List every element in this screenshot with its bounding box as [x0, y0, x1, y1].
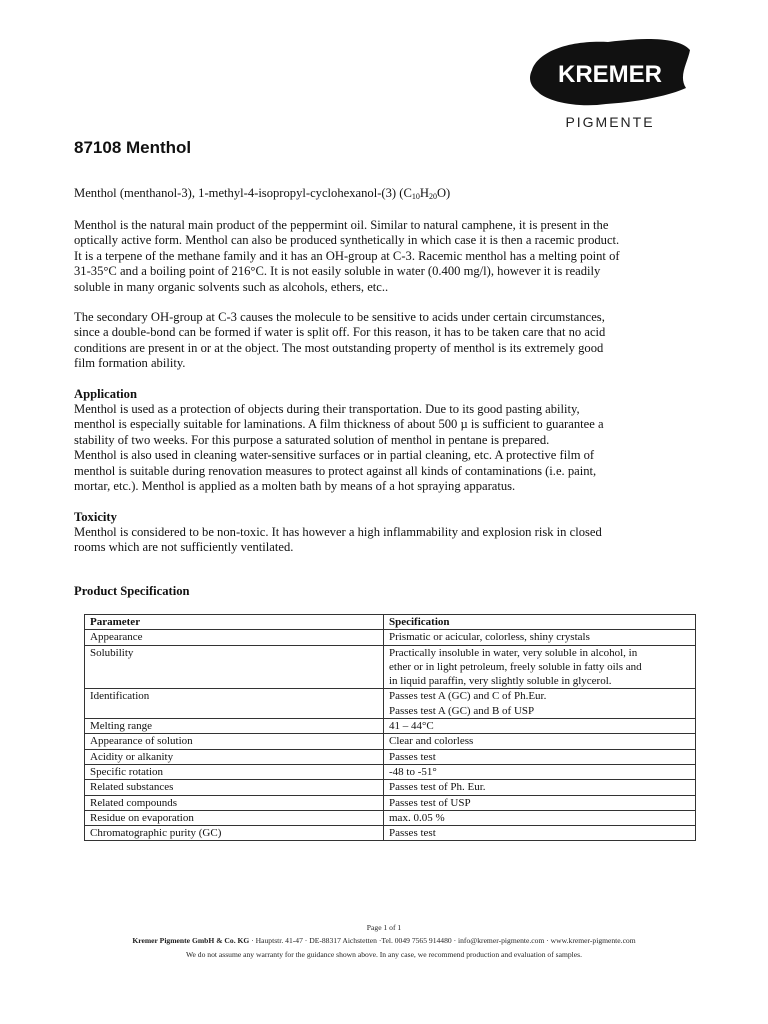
table-row	[85, 810, 696, 825]
text-line: conditions are present in or at the object. The most outstanding property of menthol is its extremely good	[74, 340, 604, 355]
text-line: since a double-bond can be formed if water is split off. For this reason, it has to be taken care that no acid	[74, 325, 606, 340]
table-row	[85, 826, 696, 841]
spec-cell	[384, 826, 696, 841]
text-line: The secondary OH-group at C-3 causes the molecule to be sensitive to acids under certain circumstances,	[74, 310, 605, 324]
param-cell: Melting range	[85, 719, 384, 734]
text-line: rooms which are not sufficiently ventilated.	[74, 540, 294, 555]
toxicity-paragraph	[74, 525, 698, 556]
kremer-logo	[528, 32, 692, 134]
spec-line: Passes test of USP	[389, 796, 471, 809]
footer-company: Kremer Pigmente GmbH & Co. KG	[132, 936, 250, 945]
table-row	[85, 764, 696, 779]
table-row	[85, 749, 696, 764]
param-cell: Related substances	[85, 780, 384, 795]
application-heading: Application	[74, 387, 137, 401]
footer-contact: · Hauptstr. 41-47 · DE-88317 Aichstetten ·Tel. 0049 7565 914480 · info@kremer-pigmente.com · www.kremer-pigmente.com	[249, 936, 636, 945]
table-row	[85, 630, 696, 645]
spec-line: Passes test of Ph. Eur.	[389, 781, 486, 794]
text-line: menthol is especially suitable for laminations. A film thickness of about 500 µ is sufficient to guarantee a	[74, 417, 604, 432]
spec-line: Passes test A (GC) and B of USP	[389, 704, 535, 717]
table-row	[85, 780, 696, 795]
text-line: soluble in many organic solvents such as alcohols, ethers, etc..	[74, 279, 389, 294]
spec-line: Clear and colorless	[389, 735, 474, 748]
param-cell: Appearance	[85, 630, 384, 645]
param-cell: Related compounds	[85, 795, 384, 810]
spec-cell	[384, 645, 696, 689]
text-line: stability of two weeks. For this purpose a saturated solution of menthol in pentane is prepared.	[74, 432, 550, 447]
spec-cell	[384, 795, 696, 810]
synonyms-line: Menthol (menthanol-3), 1-methyl-4-isopropyl-cyclohexanol-(3) $(C_{10}H_{20}O)$	[74, 186, 451, 201]
text-line: mortar, etc.). Menthol is applied as a molten bath by means of a hot spraying apparatus.	[74, 479, 516, 494]
param-cell: Chromatographic purity (GC)	[85, 826, 384, 841]
page-number: Page 1 of 1	[366, 923, 402, 932]
spec-cell	[384, 630, 696, 645]
spec-cell	[384, 734, 696, 749]
text-line: 31-35°C and a boiling point of 216°C. It is not easily soluble in water (0.400 mg/l), however it is readily	[74, 264, 601, 279]
table-row	[85, 689, 696, 719]
application-paragraph	[74, 402, 698, 494]
footer-disclaimer: We do not assume any warranty for the guidance shown above. In any case, we recommend production and evaluation of samples.	[185, 950, 583, 959]
table-header-row	[85, 615, 696, 630]
param-cell: Solubility	[85, 645, 384, 689]
table-row	[85, 734, 696, 749]
param-cell: Appearance of solution	[85, 734, 384, 749]
spec-line: Passes test A (GC) and C of Ph.Eur.	[389, 690, 547, 703]
text-line: optically active form. Menthol can also be produced synthetically in which case it is then a racemic product.	[74, 233, 620, 248]
text-line: menthol is suitable during renovation measures to protect against all kinds of contaminations (i.e. paint,	[74, 463, 597, 478]
footer-address	[0, 936, 768, 946]
text-line: Menthol is the natural main product of the peppermint oil. Similar to natural camphene, it is present in the	[74, 218, 609, 232]
spec-cell	[384, 719, 696, 734]
text-line: Menthol is used as a protection of objects during their transportation. Due to its good pasting ability,	[74, 402, 580, 416]
spec-cell	[384, 764, 696, 779]
text-line: film formation ability.	[74, 356, 186, 371]
spec-line: max. 0.05 %	[389, 811, 445, 824]
spec-cell	[384, 689, 696, 719]
spec-line: Passes test	[389, 750, 436, 763]
spec-line: Practically insoluble in water, very soluble in alcohol, in	[389, 646, 638, 659]
table-row	[85, 719, 696, 734]
text-line: It is a terpene of the methane family and it has an OH-group at C-3. Racemic menthol has a melting point of	[74, 248, 620, 263]
param-cell: Acidity or alkanity	[85, 749, 384, 764]
param-cell: Specific rotation	[85, 764, 384, 779]
param-cell: Residue on evaporation	[85, 810, 384, 825]
spec-heading: Product Specification	[74, 584, 190, 598]
spec-line: -48 to -51°	[389, 765, 437, 778]
spec-line: Passes test	[389, 827, 436, 840]
chemistry-paragraph	[74, 310, 698, 372]
spec-line: 41 – 44°C	[389, 720, 434, 733]
spec-line: ether or in light petroleum, freely soluble in fatty oils and	[389, 660, 642, 673]
param-cell: Identification	[85, 689, 384, 719]
spec-cell	[384, 749, 696, 764]
spec-line: Prismatic or acicular, colorless, shiny crystals	[389, 631, 590, 644]
spec-cell	[384, 810, 696, 825]
logo-subtitle: PIGMENTE	[565, 114, 655, 130]
text-line: Menthol is also used in cleaning water-sensitive surfaces or in partial cleaning, etc. A protective film of	[74, 448, 595, 463]
intro-paragraph	[74, 218, 698, 295]
header-parameter: Parameter	[85, 615, 384, 630]
logo-wordmark: KREMER	[557, 61, 663, 88]
header-specification: Specification	[384, 615, 696, 630]
spec-cell	[384, 780, 696, 795]
text-line: Menthol is considered to be non-toxic. It has however a high inflammability and explosion risk in closed	[74, 525, 602, 539]
spec-line: in liquid paraffin, very slightly soluble in glycerol.	[389, 675, 612, 688]
logo-brush-mark	[528, 32, 692, 112]
toxicity-heading: Toxicity	[74, 510, 117, 524]
page-title: 87108 Menthol	[74, 138, 192, 157]
table-row	[85, 645, 696, 689]
table-row	[85, 795, 696, 810]
spec-table	[84, 614, 696, 841]
